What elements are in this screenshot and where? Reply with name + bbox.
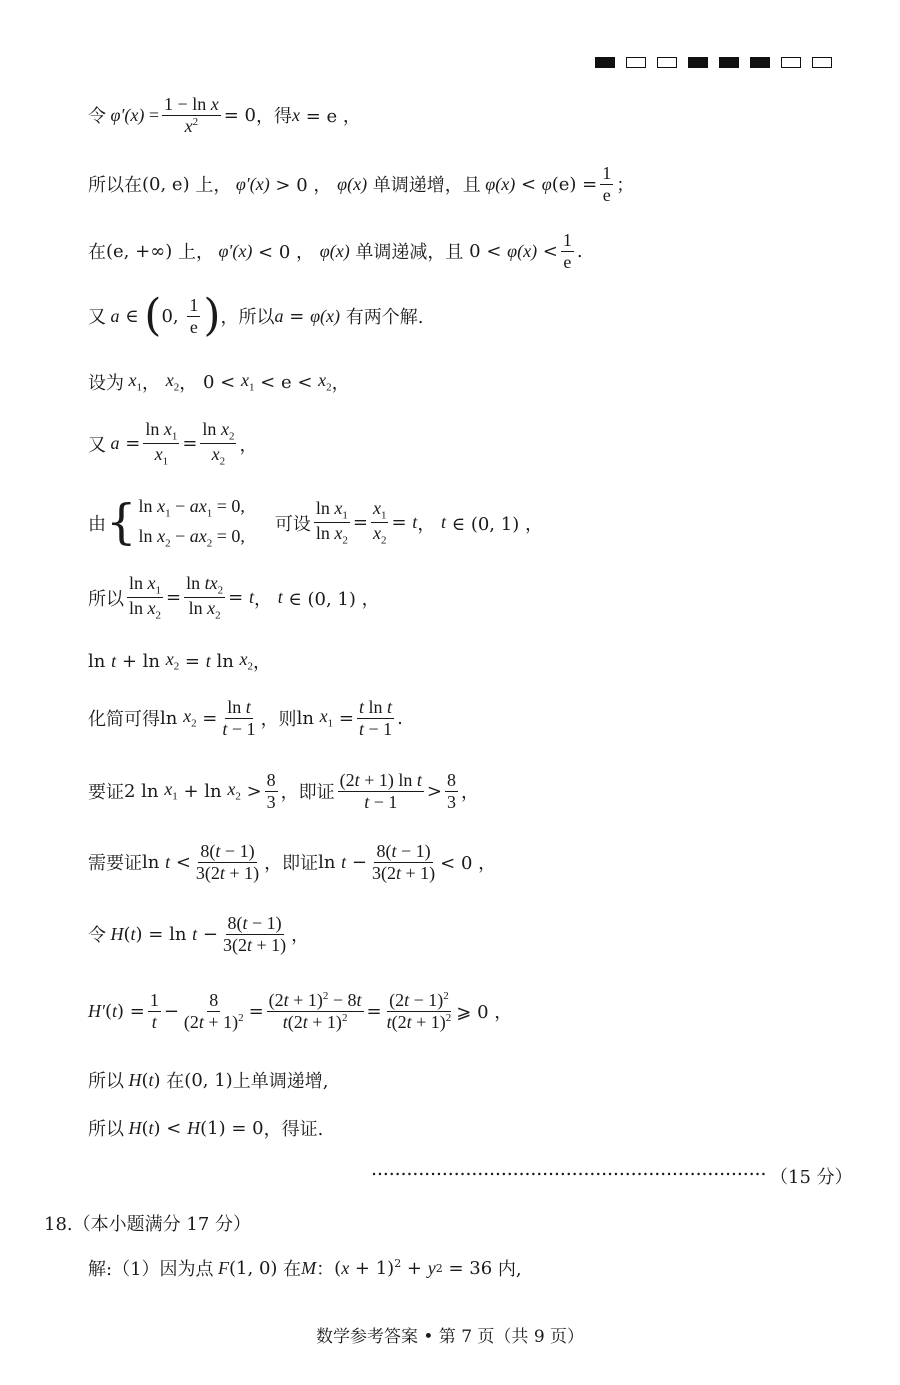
line-ln-sum: ln t + ln $x_2$ = t ln $x_2$ ， bbox=[88, 649, 272, 673]
line-need-prove: 需要证 ln t < $\frac{8(t - 1)}{3(2t + 1)}$ ，即证 ln t − $\frac{8(t - 1)}{3(2t + 1)}$ < 0 ， bbox=[88, 841, 497, 883]
empty-block bbox=[657, 57, 677, 68]
line-increasing: 所以在 (0, e) 上， φ′(x) > 0 ， φ(x) 单调递增，且 φ(x) < φ (e) = $\frac{1}{e}$ ； bbox=[88, 163, 635, 205]
line-derivative-zero: 令 φ′(x) = $\frac{\text{1 − ln x}}{x^2}$ = 0 ，得 x = e ， bbox=[88, 94, 361, 136]
line-H-derivative: H′ ( t ) = $\frac{1}{t}$ − $\frac{8}{(2t + 1)^2}$ = $\frac{(2t + 1)^2 - 8t}{t(2t + 1)^2}$ = $\frac{(2t - 1)^2}{t(2t + 1)^2}$ ⩾ 0 ， bbox=[88, 990, 513, 1032]
line-to-prove: 要证 2 ln $x_1$ + ln $x_2$ > $\frac{8}{3}$ ，即证 $\frac{\text{(2t + 1) ln t}}{t - 1}$ > $\frac{8}{3}$ ， bbox=[88, 770, 479, 812]
line-solution-start: 解:（1）因为点 F (1, 0) 在 M ： ( x + 1)$^2$ + y 2 = 36 内, bbox=[88, 1257, 522, 1280]
filled-block bbox=[750, 57, 770, 68]
line-decreasing: 在 (e, +∞) 上， φ′(x) < 0 ， φ(x) 单调递减，且 0 < φ(x) < $\frac{1}{e}$ . bbox=[88, 230, 583, 272]
line-roots: 设为 $x_1$ ， $x_2$ ， 0 < $x_1$ < e < $x_2$ ， bbox=[88, 370, 350, 394]
filled-block bbox=[595, 57, 615, 68]
header-blocks bbox=[595, 57, 832, 68]
question-18-header: 18.（本小题满分 17 分） bbox=[44, 1214, 251, 1235]
filled-block bbox=[688, 57, 708, 68]
line-define-H: 令 H ( t ) = ln t − $\frac{8(t - 1)}{3(2t + 1)}$ ， bbox=[88, 913, 310, 955]
line-a-range: 又 a ∈ ( 0, $\frac{1}{e}$ ) ，所以 a = φ(x) 有两个解. bbox=[88, 290, 424, 342]
filled-block bbox=[719, 57, 739, 68]
score-label: （15 分） bbox=[770, 1167, 853, 1188]
dotted-leader bbox=[372, 1162, 767, 1182]
empty-block bbox=[626, 57, 646, 68]
line-system: 由 { $\ln x_1 - ax_1 = 0$, $\ln x_2 - ax_2 = 0$, 可设 $\frac{\ln x_1}{\ln x_2}$ = $\frac{x_1}{x_2}$ = t ， t ∈ (0, 1) ， bbox=[88, 494, 543, 551]
line-simplify: 化简可得 ln $x_2$ = $\frac{\text{ln t}}{t - 1}$ ，则 ln $x_1$ = $\frac{\text{t ln t}}{t - 1}$ . bbox=[88, 697, 403, 739]
empty-block bbox=[781, 57, 801, 68]
line-ratio: 所以 $\frac{\ln x_1}{\ln x_2}$ = $\frac{\ln tx_2}{\ln x_2}$ = t ， t ∈ (0, 1) ， bbox=[88, 573, 380, 622]
line-conclusion: 所以 H ( t ) < H (1) = 0 ，得证. bbox=[88, 1117, 324, 1140]
empty-block bbox=[812, 57, 832, 68]
line-H-increasing: 所以 H ( t ) 在 (0, 1) 上单调递增, bbox=[88, 1069, 329, 1092]
page-footer: 数学参考答案 • 第 7 页（共 9 页） bbox=[315, 1327, 585, 1347]
line-a-equals: 又 a = $\frac{\ln x_1}{x_1}$ = $\frac{\ln x_2}{x_2}$ ， bbox=[88, 419, 258, 468]
